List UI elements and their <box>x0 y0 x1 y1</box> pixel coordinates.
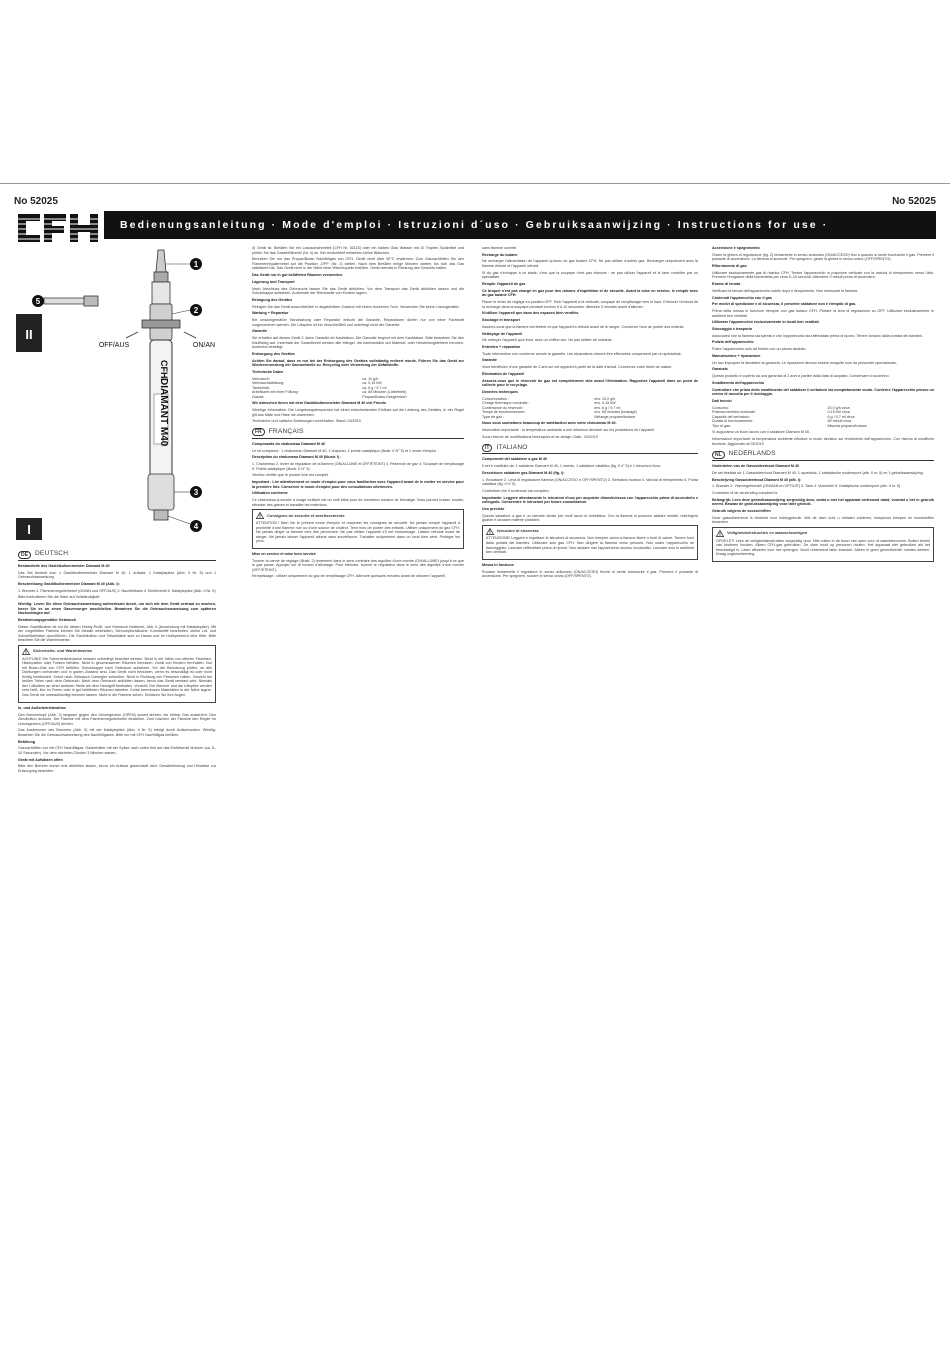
spec-label: Arbeitszeit mit einer Füllung: <box>252 390 299 395</box>
section-heading: Assurez-vous que le réservoir de gaz est complètement vide avant l'élimination. Rapportez l'appareil dans un point de collecte pour le recyclage. <box>482 378 698 388</box>
spec-value: Mélange propane/butane <box>594 414 636 419</box>
spec-label: Tankinhalt: <box>252 385 270 390</box>
figure-label-I: I <box>27 522 31 537</box>
section-heading: Contenuti l'apparecchio con il gas <box>712 295 772 300</box>
paragraph: Ne recharger l'alimentation de l'appareil qu'avec du gaz butane CFH. Ne pas utiliser d'autres gaz. Recharger uniquement avec la flamme éteinte et l'appareil refroidi. <box>482 259 698 269</box>
paragraph: Questo saldatore a gas è un utensile ideale per molti lavori di hobbistica. Con la fiamma si possono saldare metalli, restringere guaine e lavorare materie plastiche. <box>482 513 698 523</box>
warning-box <box>18 645 216 703</box>
language-code-badge: DE <box>18 551 31 559</box>
paragraph: Das Ausbrennen des Brenners (Abb. 5) mit der Katalytspitze (Abb. II Nr. 5) erfolgt durch Aufschrauben. Wichtig: Beachten Sie die Gebrauchsanweisung des Nachfüllgases. Bitte nur mit CFH Nachfüllgas befüllen. <box>18 728 216 737</box>
warning-title-text: Sicherheits- und Warnhinweise <box>33 648 93 654</box>
section-heading: Gerät mit Aufsätzen offen <box>18 757 63 762</box>
warning-title <box>716 530 930 537</box>
warning-icon <box>256 512 264 519</box>
paragraph: 4) Gerät ist. Befüllen Sie ein Lockaufnahmeteil (CFH Nr. 52115) oder ein halbes Glas Wasser mit 10 Tropfen Spülmittel und prüfen Sie das Gaseinfüllventil (Nr. 4) an. Bei Undichtheit entstehen kleine Bläschen. <box>252 246 464 255</box>
paragraph: Reinigen Sie das Gerät ausschließlich in abgekühltem Zustand mit einem trockenen Tuch. Verwenden Sie keine Lösungsmittel. <box>252 304 460 309</box>
section-heading: Technische Daten <box>252 369 284 374</box>
spec-value: 65 minuti circa <box>827 419 852 424</box>
paragraph: Girare la ghiera di regolazione (fig. 2) lentamente in senso antiorario (ON/ACCESO) fino a quando si sente fuoriuscire il gas. Premere il pulsante di accensione. La fiamma si accende. Per spegnere, girare la ghiera in senso orario (OFF/SPENTO). <box>712 252 934 262</box>
spec-label: Consommation : <box>482 396 509 401</box>
language-name: NEDERLANDS <box>728 450 776 458</box>
section-heading: Beschreibung Gaslötkolbenmeister Diamant M 40 (Abb. I): <box>18 582 120 587</box>
paragraph: Informazioni importanti: la temperatura ambiente influisce in modo decisivo sul rendimento dell'apparecchio. Con riserva di modifiche tecniche. Aggiornato al 03/2019 <box>712 437 934 446</box>
spec-value: env. 10,0 g/h <box>594 396 616 401</box>
section-heading: Recharge du butane <box>482 252 518 257</box>
paragraph: 1. Brenner 2. Flammenregulierhebel (ON/AN und OFF/AUS) 3. Nachfüllbank 4. Einfüllventil 5. Katalytspitze (Abb. II Nr. 5) <box>18 588 216 593</box>
spec-row <box>712 424 934 429</box>
paragraph: Gasnachfüllen nur mit CFH Nachfüllgas. Gasbehälter mit der Spitze nach unten fest auf das Einfüllventil drücken (ca. 5–10 Sekunden). Vor dem nächsten Zünden 3 Minuten warten. <box>18 746 216 755</box>
section-heading: Important : Lire attentivement ce mode d'emploi pour vous familiariser avec l'appareil avant de le mettre en service pour la première fois. Conserver le mode d'emploi pour des consultations ultérieures. <box>252 480 464 489</box>
paragraph: Pulire l'apparecchio solo da freddo con un panno asciutto. <box>712 347 807 352</box>
warning-title <box>256 512 460 519</box>
paragraph: Questo prodotto è coperto da una garanzia di 2 anni a partire dalla data di acquisto. Conservare lo scontrino. <box>712 374 890 379</box>
paragraph: 1. Bruciatore 2. Leva di regolazione fiamma (ON/ACCESO e OFF/SPENTO) 3. Serbatoio ricarica 4. Valvola di riempimento 5. Punta catalitica (fig. II n° 5) <box>482 477 698 487</box>
spec-label: Contenance du réservoir : <box>482 405 525 410</box>
spec-value: env. 65 minutes (brasage) <box>594 410 637 415</box>
paragraph: Tourner la vanne de réglage (Illustr. 2) lentement dans le sens contraire des aiguilles d'une montre (ON/ALLUME) jusqu'à ce que le gaz passe. Appuyer sur le bouton d'allumage. Pour éteindre, tourner le régulateur dans le sens des aiguilles d'une montre (OFF/ÉTEINT). <box>252 558 464 572</box>
section-heading: Ce briquet n'est pas chargé en gaz pour des raisons d'expédition et de sécurité. Avant la mise en service, le remplir avec du gaz butane CFH. <box>482 288 698 298</box>
paragraph: Assurez-vous que la flamme est éteinte et que l'appareil a refroidi avant de le ranger. Conserver hors de portée des enfants. <box>482 324 685 329</box>
spec-label: Temps de fonctionnement : <box>482 410 527 415</box>
callout-2: 2 <box>193 306 199 315</box>
figure-label-II: II <box>25 327 33 342</box>
product-name-label: DIAMANT M40 <box>158 378 169 447</box>
paragraph: Dieser Gaslötkolben ist nur für diesen Hobby-Profil- und Gebrauch bestimmt, Abb. II (Anwendung mit Katalytspitze). Mit der vorgefüllten Flamme können Sie Metalle weichlöten, Schrumpfschläuche, Kunststoffe bearbeiten, kleine Löt- und Schweißarbeiten durchführen. Die Gaslötkolben und Teilaufsätze sind zu Hause und im Hobbybereich eine Hilfe. Bitte beachten Sie die Warnhinweise. <box>18 624 216 643</box>
spec-row <box>252 395 464 400</box>
section-heading: Stoccaggio e trasporto <box>712 326 753 331</box>
section-heading: N'utiliser l'appareil que dans des espaces bien ventilés. <box>482 311 580 316</box>
spec-table <box>482 397 698 420</box>
title-bar: Bedienungsanleitung · Mode d'emploi · Istruzioni d´uso · Gebruiksaanwijzing · Instructions for use · <box>104 211 936 239</box>
product-illustration <box>14 244 218 540</box>
section-heading: Manutenzione + riparazione <box>712 353 761 358</box>
paragraph: Veuillez vérifier que le produit livré est complet. <box>252 473 329 478</box>
spec-value: Miscela propano/butano <box>827 423 867 428</box>
spec-value: Propan/Butan-Gasgemisch <box>362 394 407 399</box>
paragraph: 1. Brander 2. Vlamregelhendel (ON/AAN en OFF/UIT) 3. Tank 4. Vulventiel 5. Katalytische soldeerpunt (afb. II nr. 5) <box>712 484 901 489</box>
section-heading: Reinigung des Gerätes <box>252 297 293 302</box>
paragraph: Utilizzare esclusivamente gas di ricarica CFH. Tenere l'apparecchio in posizione verticale con la valvola di riempimento verso l'alto. Premere l'erogatore della bomboletta per circa 5–10 secondi. Attendere 3 minuti prima di accendere. <box>712 270 934 280</box>
paragraph: Il set è costituito da: 1 saldatore Diamant M 40, 1 inserto, 1 saldatore catalitico (fig. II n° 5) e 1 istruzioni d'uso. <box>482 464 662 469</box>
warning-title-text: Consignes de sécurité et avertissements <box>267 512 345 518</box>
section-heading: Lagerung und Transport <box>252 279 295 284</box>
section-heading: Utilisation conforme <box>252 491 288 496</box>
paragraph: Sie erhalten auf dieses Gerät 2 Jahre Garantie ab Kaufdatum. Die Garantie beginnt mit dem Kaufdatum. Bitte bewahren Sie den Kaufbeleg auf. Innerhalb der Garantiezeit werden alle Mängel, die nachweislich auf Material- oder Herstellungsfehlern beruhen, kostenlos beseitigt. <box>252 336 464 350</box>
paragraph: Den Brennerkopf (Abb. 2) langsam gegen den Uhrzeigersinn (OPEN) soweit drehen, bis hörbar Gas ausströmt. Den Zündbutton drücken. Die Flamme mit dem Flammenregulierhebel einstellen. Zum Löschen der Flamme den Regler im Uhrzeigersinn (OFF/AUS) drehen. <box>18 712 216 726</box>
paragraph: Ce chalumeau-à-souder à usage multiple est un outil idéal pour de nombreux travaux de bricolage. Vous pouvez braser, souder, rétracter des gaines et travailler les matériaux. <box>252 498 464 507</box>
paragraph: Prima della messa in funzione riempire con gas butano CFH. Portare la leva di regolazione su OFF. Utilizzare esclusivamente in ambienti ben ventilati. <box>712 308 934 318</box>
warning-box <box>482 525 698 560</box>
paragraph: Le kit comprend : 1 chalumeau Diamant M 40, 1 chapeau, 1 pointe catalytique (Illustr. II N° 5) et 1 mode d'emploi. <box>252 448 438 453</box>
product-brand-label: CFH <box>159 360 169 379</box>
paragraph: Nach Abschluss des Gebrauchs lassen Sie das Gerät abkühlen. Vor dem Transport das Gerät abkühlen lassen und die Schutzkappe aufsetzen. Außerhalb der Reichweite von Kindern lagern. <box>252 286 464 296</box>
paragraph: Ne nettoyer l'appareil qu'à froid, avec un chiffon sec. Ne pas utiliser de solvants. <box>482 338 613 343</box>
paragraph: Placer le levier de réglage en position OFF. Tenir l'appareil à la verticale, soupape de remplissage vers le haut. Enfoncer l'embout de la recharge dans la soupape pendant environ 5 à 10 secondes. Attendre 3 minutes avant d'allumer. <box>482 300 698 309</box>
spec-row <box>482 415 698 420</box>
section-heading: Achten Sie darauf, dass es nur bei der Entsorgung des Gerätes vollständig entleert wurde. Führen Sie das Gerät zur Wiederverwertung der Sammelstelle zu. Recycling oder Verwertung der Abfallstoffe. <box>252 358 464 368</box>
paragraph: Un uso improprio fa decadere la garanzia. Le riparazioni devono essere eseguite solo da personale specializzato. <box>712 360 898 365</box>
paragraph: Assicurarsi che la fiamma sia spenta e che l'apparecchio sia raffreddato prima di riporlo. Tenere lontano dalla portata dei bambini. <box>712 333 924 338</box>
section-heading: Wartung + Reparatur <box>252 311 289 316</box>
paragraph: Bei unsachgemäßer Handhabung oder Reparatur erlischt die Garantie. Reparaturen dürfen nur von einer Fachkraft vorgenommen werden. Die Lötspitze ist ein Verschleißteil und unterliegt nicht der Garantie. <box>252 318 464 327</box>
warning-icon <box>716 530 724 537</box>
spec-value: ca. 6 g / 9,7 ml <box>362 385 387 390</box>
spec-value: env. 6 g / 9,7 ml <box>594 405 621 410</box>
text-column-4 <box>712 246 934 1346</box>
fold-line <box>0 183 950 184</box>
paragraph: Wichtige Information: Die Umgebungstemperatur hat einen entscheidenden Einfluss auf die Leistung des Gerätes, in der Regel gilt aus Kälte und Hitze nie anwenden. <box>252 408 464 417</box>
section-heading: Das Gerät nur in gut belüfteten Räumen verwenden. <box>252 273 343 278</box>
section-heading: Stockage et transport <box>482 318 520 323</box>
spec-label: Consumo: <box>712 405 729 410</box>
paragraph: Si du gaz s'échappe à ce stade, c'est que la soupape n'est pas étanche : ne pas utiliser l'appareil et le faire contrôler par un spécialiste. <box>482 270 698 280</box>
warning-box <box>252 509 464 548</box>
callout-3: 3 <box>193 488 199 497</box>
spec-table <box>252 377 464 400</box>
language-code-badge: FR <box>252 428 265 436</box>
section-heading: Description du chalumeau Diamant M 40 (Illustr. I) : <box>252 455 342 460</box>
callout-4: 4 <box>193 522 199 531</box>
section-heading: Garanzia <box>712 367 728 372</box>
warning-title-text: Veiligheidsinstructies en waarschuwingen <box>727 530 808 536</box>
language-heading <box>482 442 698 454</box>
text-column-2 <box>252 246 464 1346</box>
spec-label: Verbrauch: <box>252 376 270 381</box>
spec-label: Type de gaz : <box>482 414 505 419</box>
warning-text: OPGELET! Lees de veiligheidsinstructies zorgvuldig door. Niet vullen in de buurt van open vuur of warmtebronnen. Buiten bereik van kinderen houden. Alleen CFH-gas gebruiken. De vlam nooit op personen richten. Het apparaat niet gebruiken als het beschadigd is. Laten afkoelen voor het opbergen. Nooit onbeheerd laten branden. Alleen in goed geventileerde ruimtes werken. Draag oogbescherming. <box>716 538 930 557</box>
paragraph: Sous réserve de modifications techniques et de design. Date : 03/2019 <box>482 434 598 439</box>
section-heading: Messa in funzione <box>482 562 514 567</box>
warning-text: ATTENTION ! Bien lire le présent mode d'emploi et respecter les consignes de sécurité. Ne jamais remplir l'appareil à proximité d'une flamme nue ou d'une source de chaleur. Tenir hors de portée des enfants. Utiliser uniquement du gaz CFH. Ne jamais diriger la flamme vers des personnes. Ne pas utiliser l'appareil s'il est endommagé. Laisser refroidir avant de ranger. Ne jamais laisser l'appareil allumé sans surveillance. Travailler uniquement dans un local bien aéré. Protéger les yeux. <box>256 520 460 544</box>
spec-value: 0,15 kW circa <box>827 410 850 415</box>
spec-value: env. 0,15 kW <box>594 401 616 406</box>
spec-value: ca. 10 g/h <box>362 376 379 381</box>
switch-on-label: ON/AN <box>192 342 216 349</box>
section-heading: Bestimmungsgemäßer Gebrauch <box>18 618 76 623</box>
section-heading: Esame di tenuta <box>712 282 741 287</box>
document-number: No 52025 <box>14 196 58 207</box>
cfh-logo <box>14 208 102 248</box>
section-heading: Garantie <box>482 358 497 363</box>
spec-value: 6 g / 9,7 ml circa <box>827 414 855 419</box>
language-code-badge: IT <box>482 444 492 452</box>
warning-title <box>22 648 212 655</box>
section-heading: Utilizzare l'apparecchio esclusivamente in locali ben ventilati. <box>712 320 820 325</box>
paragraph: Benutzen Sie nur das Propan/Butan Nachfüllgas von CFH. Gerät nicht über 50°C erwärmen. Zum Gasnachfüllen Sie den Flammenregulierhebel auf die Position „OFF“ (Nr. 2) stellen. Nach dem Befüllen einige Minuten warten, bis sich das Gas stabilisiert hat. Das Gerät nicht in der Nähe einer Wärmequelle befüllen. Gerät niemals in Richtung des Gesichts halten. <box>252 257 464 271</box>
language-name: FRANÇAIS <box>268 428 304 436</box>
spec-table <box>712 406 934 429</box>
section-heading: Entretien + réparation <box>482 345 521 349</box>
section-heading: Controllare che prima dello smaltimento del saldatore il serbatoio sia completamente vuoto. Conferire l'apparecchio presso un centro di raccolta per il riciclaggio. <box>712 387 934 397</box>
paragraph: Technische und optische Änderungen vorbehalten. Stand: 03/2019 <box>252 419 361 424</box>
section-heading: Nous vous souhaitons beaucoup de satisfaction avec votre chalumeau M 40. <box>482 421 617 426</box>
switch-off-label: OFF/AUS <box>98 342 130 349</box>
document-number-right: No 52025 <box>892 196 936 207</box>
paragraph: Information importante : la température ambiante a une influence décisive sur les prestations de l'appareil. <box>482 428 656 433</box>
paragraph: De set bestaat uit: 1 Gassoldeerbout Diamant M 40, 1 opzetstuk, 1 katalytische soldeerpunt (afb. II nr. 5) en 1 gebruiksaanwijzing. <box>712 470 924 475</box>
paragraph: Verificare la tenuta dell'apparecchio subito dopo il riempimento. Non innescare la fiamma. <box>712 288 859 293</box>
section-heading: Belangrijk: Lees deze gebruiksaanwijzing zorgvuldig door, zodat u met het apparaat vertrouwd raakt, voordat u het in gebruik neemt. Bewaar de gebruiksaanwijzing voor later gebruik. <box>712 497 934 507</box>
section-heading: Composants du chalumeau Diamant M 40 <box>252 441 325 446</box>
section-heading: Gebruik volgens de voorschriften <box>712 509 771 514</box>
paragraph: Bitte den Brenner immer erst abkühlen lassen, bevor ein Aufsatz gewechselt wird. Gewährleistung und Hinweise zur Entsorgung beachten. <box>18 764 216 773</box>
paragraph: Deze gassoldeerbout is bedoeld voor hobbygebruik. Met de vlam kunt u metalen solderen, krimpkous krimpen en kunststoffen bewerken. <box>712 515 934 525</box>
section-heading: Bestandteile des Gaslötkolbenmeister Diamant M 40 <box>18 564 110 568</box>
section-heading: Componenti del saldatore a gas M 40 <box>482 457 547 462</box>
language-name: ITALIANO <box>496 443 528 451</box>
warning-box <box>712 527 934 562</box>
spec-value: ca. 0,15 kW <box>362 381 382 386</box>
section-heading: Dati tecnici <box>712 398 732 403</box>
warning-icon <box>486 528 494 535</box>
section-heading: Mise en service et mise hors service <box>252 551 316 556</box>
callout-1: 1 <box>193 260 199 269</box>
spec-label: Durata di funzionamento: <box>712 419 754 424</box>
paragraph: sans flamme ouverte. <box>482 246 518 250</box>
section-heading: Onderdelen van de Gassoldeerbout Diamant M 40 <box>712 464 800 469</box>
spec-label: Capacità del serbatoio: <box>712 414 750 419</box>
spec-label: Charge thermique nominale : <box>482 401 530 406</box>
language-heading <box>18 549 216 561</box>
warning-title <box>486 528 694 535</box>
section-heading: In- und Außerbetriebnahme <box>18 705 67 710</box>
section-heading: Remplir l'appareil de gaz <box>482 282 526 287</box>
spec-label: Potenza termica nominale: <box>712 410 756 415</box>
warning-text: ATTENZIONE! Leggere e rispettare le istruzioni di sicurezza. Non riempire vicino a fiamme libere o fonti di calore. Tenere fuori dalla portata dei bambini. Utilizzare solo gas CFH. Non dirigere la fiamma verso persone. Non usare l'apparecchio se danneggiato. Lasciare raffreddare prima di riporre. Non lasciare mai l'apparecchio acceso incustodito. Lavorare solo in ambienti ben ventilati. <box>486 536 694 555</box>
section-heading: Nettoyage de l'appareil <box>482 331 523 336</box>
section-heading: Garantie <box>252 329 267 334</box>
section-heading: Beschrijving Gassoldeerbout Diamant M 40 (afb. I): <box>712 477 802 482</box>
spec-label: Tipo di gas: <box>712 423 731 428</box>
warning-title-text: Istruzioni di sicurezza <box>497 528 539 534</box>
section-heading: Données techniques <box>482 389 519 394</box>
section-heading: Élimination de l'appareil <box>482 371 525 376</box>
paragraph: Vous bénéficiez d'une garantie de 2 ans sur cet appareil à partir de la date d'achat. Conservez votre ticket de caisse. <box>482 365 673 370</box>
section-heading: Wir wünschen Ihnen mit dem Gaslötkolbenmeister Diamant M 40 viel Freude. <box>252 401 387 406</box>
text-column-1 <box>18 546 216 1346</box>
paragraph: Toute intervention non conforme annule la garantie. Les réparations doivent être effectuées uniquement par un spécialiste. <box>482 351 682 356</box>
language-name: DEUTSCH <box>34 550 69 558</box>
paragraph: Bitte kontrollieren Sie die Ware auf Vollständigkeit. <box>18 595 101 600</box>
callout-5: 5 <box>35 297 41 306</box>
paragraph: Vi auguriamo un buon lavoro con il saldatore Diamant M 40. <box>712 430 810 435</box>
language-heading <box>252 427 464 439</box>
paragraph: Controllare che il contenuto sia completo. <box>482 488 550 493</box>
section-heading: Entsorgung des Gerätes <box>252 351 295 356</box>
section-heading: Importante: Leggere attentamente le istruzioni d'uso per acquisire dimestichezza con l'apparecchio prima di accenderlo e collegarlo. Conservare le istruzioni per future consultazioni. <box>482 495 698 505</box>
section-heading: Descrizione saldatore gas Diamant M 40 (fig. I): <box>482 470 565 475</box>
section-heading: Smaltimento dell'apparecchio <box>712 380 765 385</box>
paragraph: Controleer of de verzending compleet is. <box>712 491 779 496</box>
paragraph: Ruotare lentamente il regolatore in senso antiorario (ON/ACCESO) finché si sente fuoriuscire il gas. Premere il pulsante di accensione. Per spegnere, ruotare in senso orario (OFF/SPENTO). <box>482 569 698 579</box>
section-heading: Per motivi di spedizione e di sicurezza, il presente saldatore non è riempito di gas. <box>712 302 857 307</box>
warning-icon <box>22 648 30 655</box>
paragraph: Remplissage : utiliser uniquement du gaz de remplissage CFH. Attendre quelques minutes avant de rallumer l'appareil. <box>252 574 446 579</box>
text-column-3 <box>482 246 698 1346</box>
section-heading: Accensione e spegnimento <box>712 246 760 250</box>
language-heading <box>712 449 934 461</box>
paragraph: Das Set besteht aus: 1 Gaslötkolbenmeister Diamant M 40, 1 Aufsatz, 1 Katalytspitze (Abb. II Nr. 5) und 1 Gebrauchsanweisung. <box>18 570 216 580</box>
paragraph: 1. Chalumeau 2. levier de régulation de la flamme (ON/ALLUME et OFF/ÉTEINT) 3. Réservoir de gaz 4. Soupape de remplissage 5. Pointe catalytique (Illustr. II N° 5) <box>252 462 464 471</box>
warning-text: ACHTUNG! Die Sicherheitshinweise müssen unbedingt beachtet werden. Nicht in der Nähe von offenen Flammen, Hitzequellen oder Funken befüllen. Nicht in geschlossenen Räumen benutzen. Gerät von Kindern fernhalten. Nur mit Butan-Gas von CFH befüllen. Schutzkappe nach Gebrauch aufsetzen. Vor der Benutzung prüfen, ob alle Dichtungen vorhanden und in gutem Zustand sind. Das Gerät nicht benutzen, wenn es beschädigt ist oder nicht richtig funktioniert. Sofort nach Gebrauch Gasregler schließen. Nicht in Richtung von Personen halten. Vorsicht bei heißen Teilen nach dem Gebrauch. Nach dem Gebrauch abkühlen lassen, bevor das Gerät verstaut wird. Niemals den Lötkolben an einer anderen Stelle als dem Handgriff festhalten. Vorsicht: Der Brenner und die Lötspitze werden sehr heiß. Nur im Freien oder in gut belüfteten Räumen arbeiten. Keine brennbaren Materialien in der Nähe lagern. Das Gerät nie unbeaufsichtigt brennen lassen. Nicht in die Flamme sehen. Schützen Sie Ihre Augen. <box>22 656 212 698</box>
spec-value: 10,0 g/h circa <box>827 405 850 410</box>
language-code-badge: NL <box>712 451 725 459</box>
section-heading: Befüllung <box>18 739 36 744</box>
section-heading: Pulizia dell'apparecchio <box>712 340 754 345</box>
section-heading: Rifornimento di gas <box>712 264 747 269</box>
section-heading: Wichtig: Lesen Sie diese Gebrauchsanweisung aufmerksam durch, um sich mit dem Gerät vertraut zu machen, bevor Sie es an einen Gasversorger anschließen. Bewahren Sie die Gebrauchsanweisung zum späteren Nachschlagen auf. <box>18 602 216 616</box>
spec-label: Gasart: <box>252 394 265 399</box>
spec-label: Verbrauchsleistung: <box>252 381 285 386</box>
spec-value: ca. 65 Minuten (Lötbetrieb) <box>362 390 407 395</box>
section-heading: Uso previsto <box>482 506 505 511</box>
